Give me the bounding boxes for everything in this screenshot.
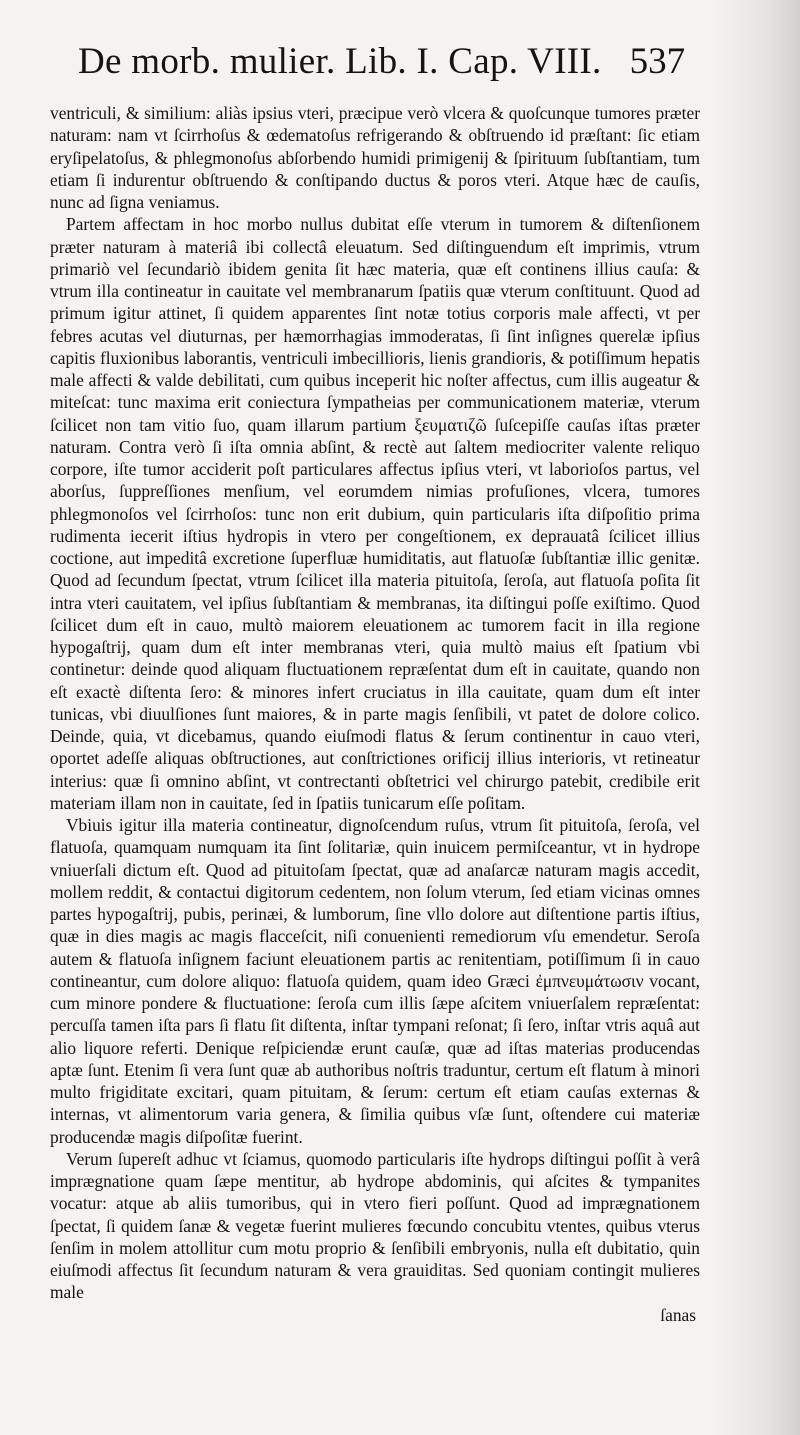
paragraph-causes-end: ventriculi, & similium: aliàs ipsius vteri, præcipue verò vlcera & quoſcunque tumores præter naturam: nam vt ſcirrhoſus & œdematoſus refrigerando & obſtruendo id præſtant: ſic etiam eryſipelatoſus, & phlegmonoſus abſorbendo humidi primigenij & ſpirituum ſubſtantiam, tum etiam ſi indurentur obſtruendo & conſtipando ductus & poros vteri. Atque hæc de cauſis, nunc ad ſigna veniamus.	[50, 103, 700, 212]
page-number: 537	[629, 41, 686, 82]
catchword: ſanas	[660, 1304, 696, 1325]
paragraph-affected-part: Partem affectam in hoc morbo nullus dubitat eſſe vterum in tumorem & diſtenſionem præter naturam à materiâ ibi collectâ eleuatum. Sed diſtinguendum eſt imprimis, vtrum primariò vel ſecundariò ibidem genita ſit hæc materia, quæ eſt continens illius cauſa: & vtrum illa contineatur in cauitate vel membranarum ſpatiis quæ vterum conſtituunt. Quod ad primum igitur attinet, ſi quidem apparentes ſint notæ totius corporis male affecti, vt per febres acutas vel diuturnas, per hæmorrhagias immoderatas, ſi ſint inſignes querelæ ipſius capitis fluxionibus laborantis, ventriculi imbecillioris, lienis grandioris, & potiſſimum hepatis male affecti & valde debilitati, cum quibus inceperit hic noſter affectus, cum illis augeatur & miteſcat: tunc maxima erit coniectura ſympatheias per communicationem materiæ, vterum ſcilicet non tam vitio ſuo, quam illarum partium ξευματιζῶ ſuſcepiſſe cauſas iſtas præter naturam. Contra verò ſi iſta omnia abſint, & rectè aut ſaltem mediocriter valente reliquo corpore, iſte tumor acciderit poſt particulares affectus ipſius vteri, vt laborioſos partus, vel aborſus, ſuppreſſiones menſium, vel eorumdem nimias profuſiones, vlcera, tumores phlegmonoſos vel ſcirrhoſos: tunc non erit dubium, quin particularis iſta diſpoſitio prima rudimenta iecerit iſtius hydropis in vtero per congeſtionem, ex deprauatâ ſcilicet illius coctione, aut impeditâ excretione ſuperfluæ humiditatis, aut flatuoſæ ſubſtantiæ illic genitæ. Quod ad ſecundum ſpectat, vtrum ſcilicet illa materia pituitoſa, ſeroſa, aut flatuoſa poſita ſit intra vteri cauitatem, vel ipſius ſubſtantiam & membranas, ita diſtingui poſſe exiſtimo. Quod ſcilicet dum eſt in cauo, multò maiorem eleuationem ac tumorem facit in illa regione hypogaſtrij, quam dum eſt inter membranas vteri, quia multò maius eſt ſpatium vbi continetur: deinde quod aliquam fluctuationem repræſentat dum eſt in cauitate, quando non eſt exactè diſtenta ſero: & minores infert cruciatus in illa cauitate, quam dum eſt inter tunicas, vbi diuulſiones ſunt maiores, & in parte magis ſenſibili, vt patet de dolore colico. Deinde, quia, vt dicebamus, quando eiuſmodi flatus & ſerum continentur in cauo vteri, oportet adeſſe aliquas obſtructiones, aut conſtrictiones orificij illius interioris, vt retineatur interius: quæ ſi omnino abſint, vt contrectanti obſtetrici vel chirurgo patebit, credibile erit materiam illam non in cauitate, ſed in ſpatiis tunicarum eſſe poſitam.	[50, 214, 700, 813]
paragraph-differential: Verum ſupereſt adhuc vt ſciamus, quomodo particularis iſte hydrops diſtingui poſſit à verâ imprægnatione quam ſæpe mentitur, ab hydrope abdominis, qui aſcites & tympanites vocatur: atque ab aliis tumoribus, qui in vtero fieri poſſunt. Quod ad imprægnationem ſpectat, ſi quidem ſanæ & vegetæ fuerint mulieres fœcundo concubitu vtentes, quibus vterus ſenſim in molem attollitur cum motu proprio & ſenſibili embryonis, nulla eſt dubitatio, quin eiuſmodi affectus ſit ſecundum naturam & vera grauiditas. Sed quoniam contingit mulieres male	[50, 1148, 700, 1303]
paragraph-matter-types: Vbiuis igitur illa materia contineatur, dignoſcendum ruſus, vtrum ſit pituitoſa, ſeroſa, vel flatuoſa, quamquam numquam ita ſint ſolitariæ, quin inuicem permiſceantur, vt in hydrope vniuerſali dictum eſt. Quod ad pituitoſam ſpectat, quæ ad anaſarcæ naturam magis accedit, mollem reddit, & contactui digitorum cedentem, non ſolum vterum, ſed etiam vicinas omnes partes hypogaſtrij, pubis, perinæi, & lumborum, ſine vllo dolore aut diſtentione partis iſtius, quæ in dies magis ac magis flacceſcit, niſi conuenienti remediorum vſu emendetur. Seroſa autem & flatuoſa inſignem faciunt eleuationem partis ac renitentiam, potiſſimum ſi in cauo contineantur, cum dolore aliquo: flatuoſa quidem, quam ideo Græci ἐμπνευμάτωσιν vocant, cum minore pondere & fluctuatione: ſeroſa cum illis ſæpe aſcitem vniuerſalem repræſentat: percuſſa tamen iſta pars ſi flatu ſit diſtenta, inſtar tympani reſonat; ſi ſero, inſtar vtris aquâ aut alio liquore referti. Denique reſpiciendæ erunt cauſæ, quæ ad iſtas materias producendas aptæ ſunt. Etenim ſi vera ſunt quæ ab authoribus noſtris traduntur, certum eſt flatum à minori multo frigiditate excitari, quam pituitam, & ſerum: certum eſt etiam cauſas externas & internas, vt alimentorum varia genera, & ſimilia quibus vſæ ſunt, oſtendere cui materiæ producendæ magis diſpoſitæ fuerint.	[50, 815, 700, 1147]
body-text	[50, 102, 700, 1304]
page-header	[50, 40, 700, 98]
running-head: De morb. mulier. Lib. I. Cap. VIII.	[78, 41, 602, 82]
